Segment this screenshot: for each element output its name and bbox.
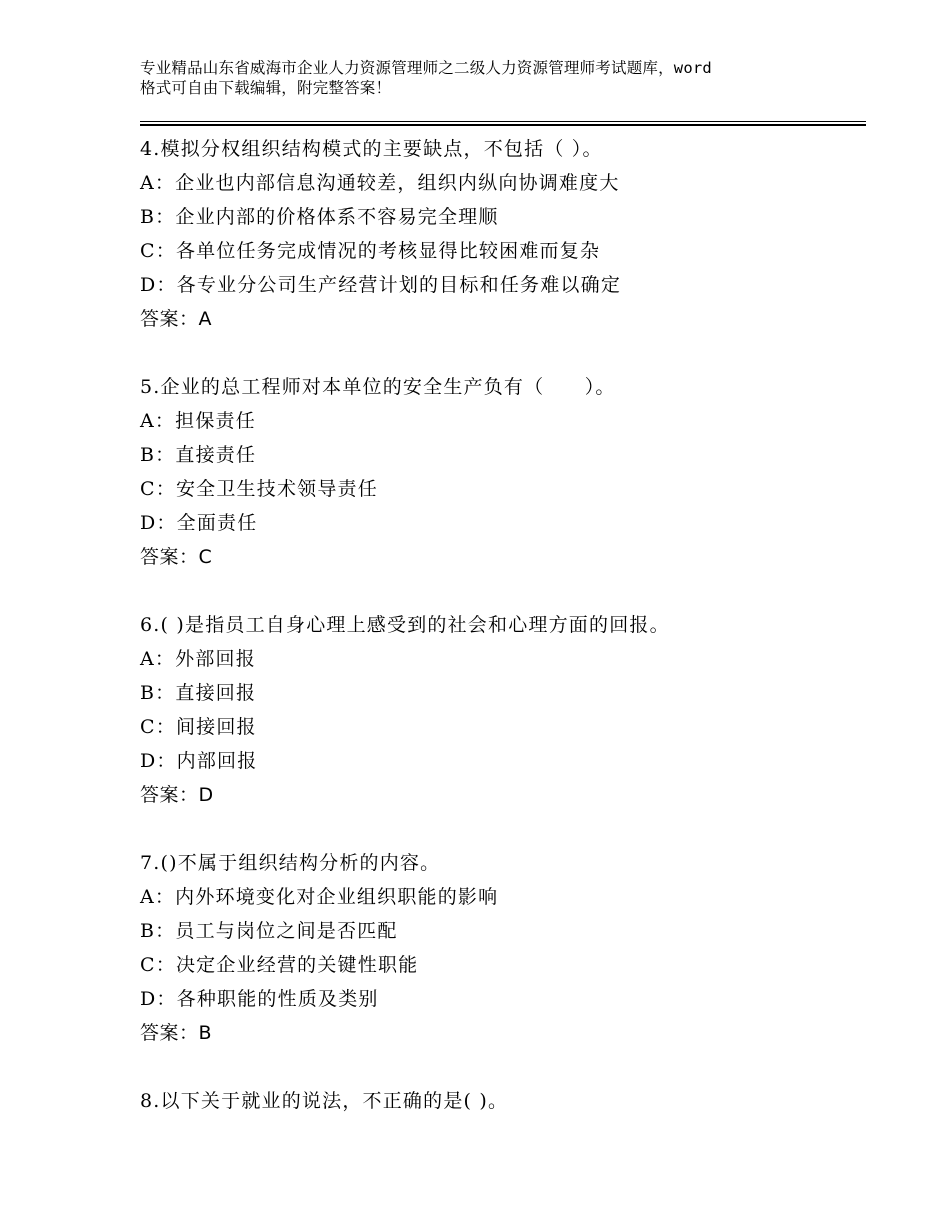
option-d: D：全面责任 [140,512,258,534]
option-b: B：直接回报 [140,682,257,704]
question-6 [140,608,866,812]
question-stem: 4.模拟分权组织结构模式的主要缺点，不包括（ ）。 [140,138,603,160]
spacer [140,812,866,846]
answer-line: 答案：D [140,784,214,806]
option-d: D：内部回报 [140,750,258,772]
question-7 [140,846,866,1050]
answer-line: 答案：A [140,308,212,330]
option-a: A：企业也内部信息沟通较差，组织内纵向协调难度大 [140,172,620,194]
spacer [140,574,866,608]
header-line-2: 格式可自由下载编辑，附完整答案！ [140,79,392,97]
option-c: C：安全卫生技术领导责任 [140,478,378,500]
option-a: A：内外环境变化对企业组织职能的影响 [140,886,499,908]
document-header [140,58,830,98]
option-b: B：直接责任 [140,444,257,466]
question-4 [140,132,866,336]
header-divider-thick [140,124,866,126]
question-5 [140,370,866,574]
spacer [140,1050,866,1084]
option-d: D：各专业分公司生产经营计划的目标和任务难以确定 [140,274,622,296]
option-d: D：各种职能的性质及类别 [140,988,379,1010]
spacer [140,336,866,370]
answer-line: 答案：B [140,1022,213,1044]
option-c: C：决定企业经营的关键性职能 [140,954,419,976]
header-line-1: 专业精品山东省威海市企业人力资源管理师之二级人力资源管理师考试题库，word [140,59,712,77]
question-stem: 6.( )是指员工自身心理上感受到的社会和心理方面的回报。 [140,614,670,636]
option-c: C：各单位任务完成情况的考核显得比较困难而复杂 [140,240,601,262]
option-b: B：企业内部的价格体系不容易完全理顺 [140,206,499,228]
option-b: B：员工与岗位之间是否匹配 [140,920,398,942]
answer-line: 答案：C [140,546,213,568]
option-a: A：担保责任 [140,410,256,432]
option-a: A：外部回报 [140,648,256,670]
question-8 [140,1084,866,1118]
option-c: C：间接回报 [140,716,257,738]
question-list [140,132,866,1118]
header-divider-thin [140,121,866,122]
question-stem: 5.企业的总工程师对本单位的安全生产负有（ ）。 [140,376,616,398]
question-stem: 8.以下关于就业的说法，不正确的是( )。 [140,1090,509,1112]
question-stem: 7.()不属于组织结构分析的内容。 [140,852,441,874]
